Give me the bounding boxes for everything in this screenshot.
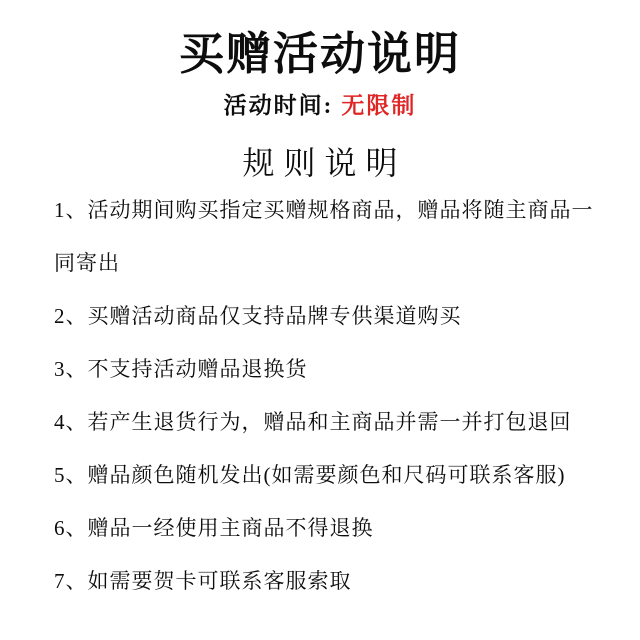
page-title: 买赠活动说明 bbox=[178, 29, 461, 79]
activity-time bbox=[0, 94, 640, 117]
rule-item-3: 3、不支持活动赠品退换货 bbox=[54, 357, 308, 381]
rule-item-2: 2、买赠活动商品仅支持品牌专供渠道购买 bbox=[54, 304, 462, 328]
activity-time-label: 活动时间: bbox=[223, 93, 334, 118]
rule-item-6: 6、赠品一经使用主商品不得退换 bbox=[54, 516, 374, 540]
rule-item-7: 7、如需要贺卡可联系客服索取 bbox=[54, 569, 352, 593]
rule-item-4: 4、若产生退货行为，赠品和主商品并需一并打包退回 bbox=[54, 410, 572, 434]
rules-list bbox=[0, 184, 640, 608]
rules-heading: 规则说明 bbox=[242, 145, 407, 181]
rule-item-5: 5、赠品颜色随机发出(如需要颜色和尺码可联系客服) bbox=[54, 463, 566, 487]
activity-time-value: 无限制 bbox=[341, 93, 417, 118]
rule-item-1: 1、活动期间购买指定买赠规格商品，赠品将随主商品一同寄出 bbox=[54, 198, 594, 275]
